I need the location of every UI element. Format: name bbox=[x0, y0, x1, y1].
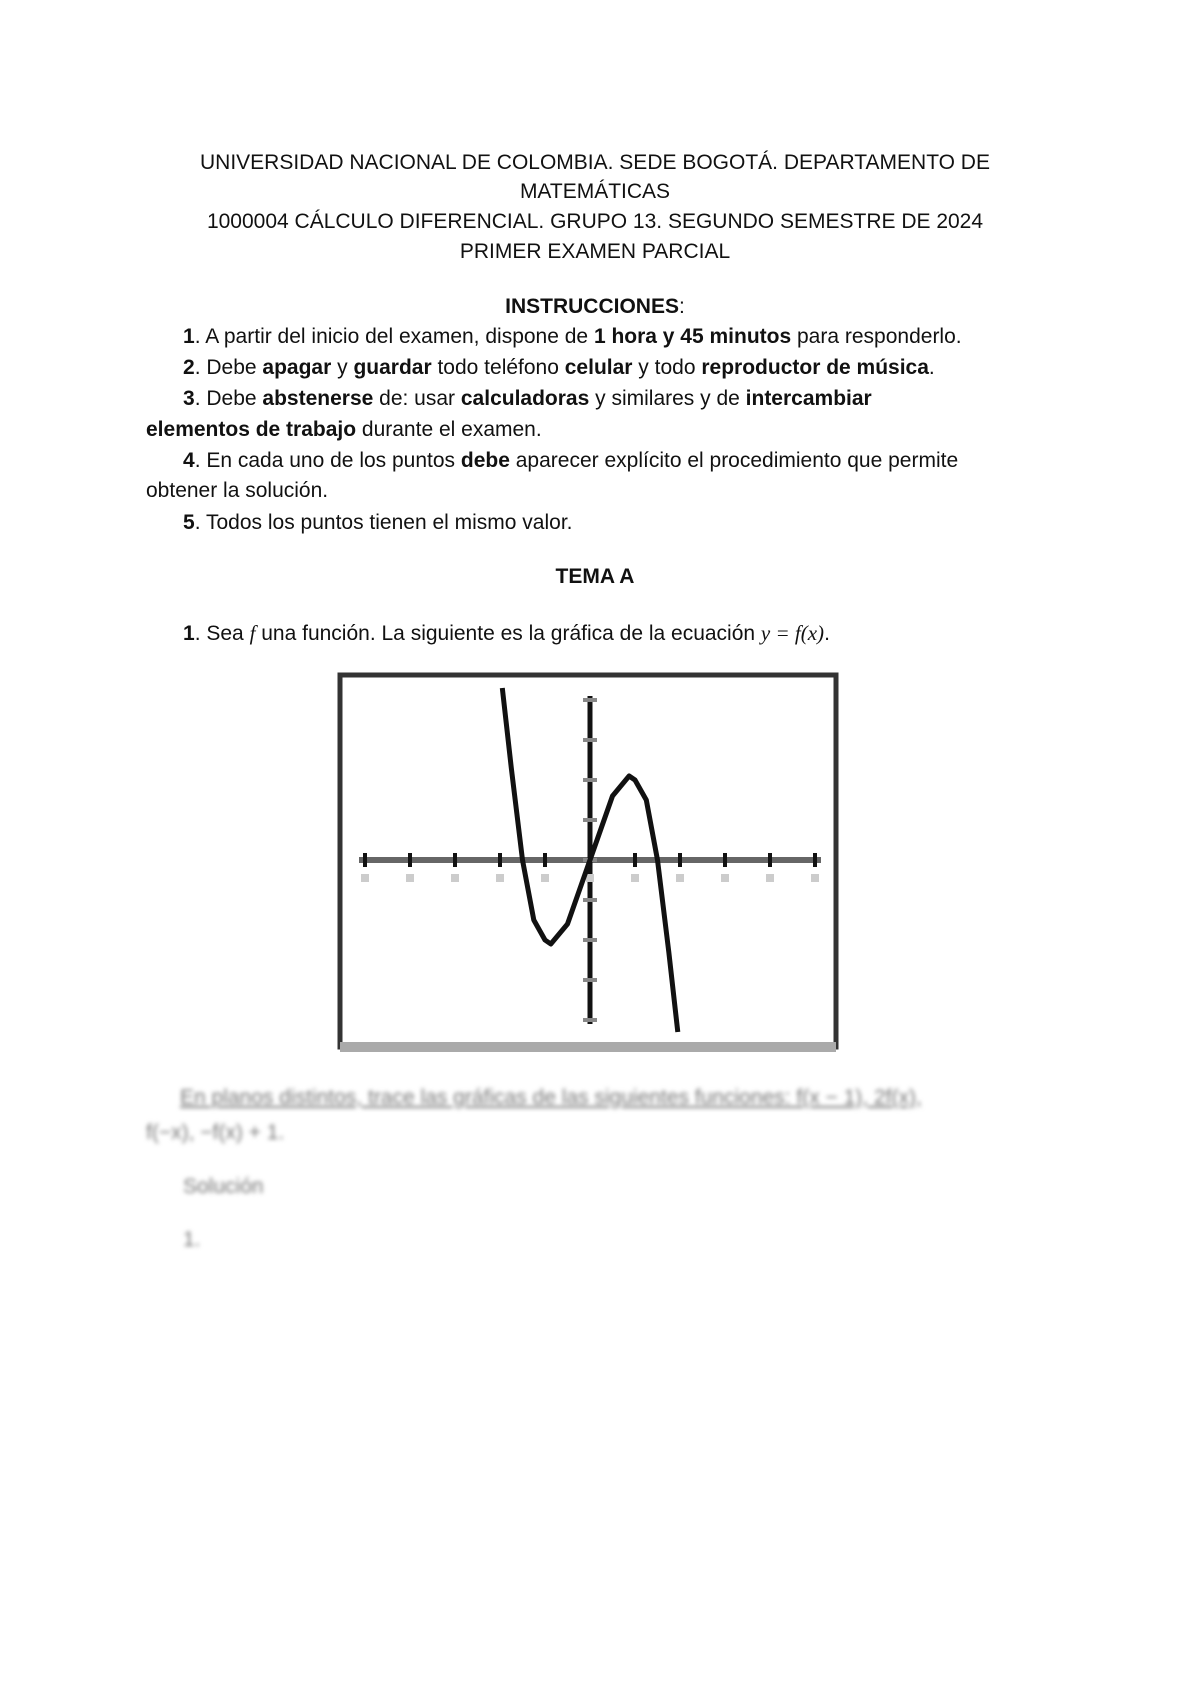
instructions-title: INSTRUCCIONES: bbox=[505, 295, 685, 318]
x-tick-label bbox=[451, 874, 459, 882]
instruction-2: 2. Debe apagar y guardar todo teléfono celular y todo reproductor de música. bbox=[183, 356, 935, 379]
instruction-1: 1. A partir del inicio del examen, dispone de 1 hora y 45 minutos para responderlo. bbox=[183, 325, 962, 348]
solution-label: Solución bbox=[183, 1175, 264, 1198]
x-tick-label bbox=[541, 874, 549, 882]
x-tick-label bbox=[631, 874, 639, 882]
x-tick-label bbox=[496, 874, 504, 882]
header-exam: PRIMER EXAMEN PARCIAL bbox=[459, 240, 731, 263]
header-department: MATEMÁTICAS bbox=[519, 180, 671, 203]
x-tick-label bbox=[361, 874, 369, 882]
instruction-4: 4. En cada uno de los puntos debe aparecer explícito el procedimiento que permite bbox=[183, 449, 959, 472]
problem-1: 1. Sea f una función. La siguiente es la gráfica de la ecuación y = f(x). bbox=[183, 621, 830, 645]
graph-bottom-bar bbox=[340, 1042, 836, 1052]
header-university: UNIVERSIDAD NACIONAL DE COLOMBIA. SEDE BOGOTÁ. DEPARTAMENTO DE bbox=[200, 151, 990, 174]
x-tick-label bbox=[721, 874, 729, 882]
instruction-4-cont: obtener la solución. bbox=[146, 479, 329, 502]
solution-item: 1. bbox=[183, 1228, 201, 1251]
instruction-5: 5. Todos los puntos tienen el mismo valor. bbox=[183, 511, 573, 534]
problem-statement-cont: f(−x), −f(x) + 1. bbox=[146, 1121, 285, 1144]
header-course: 1000004 CÁLCULO DIFERENCIAL. GRUPO 13. SEGUNDO SEMESTRE DE 2024 bbox=[206, 210, 984, 233]
tema-heading: TEMA A bbox=[555, 565, 635, 588]
x-tick-label bbox=[676, 874, 684, 882]
instruction-3-cont: elementos de trabajo durante el examen. bbox=[146, 418, 542, 441]
x-tick-label bbox=[406, 874, 414, 882]
x-tick-label bbox=[766, 874, 774, 882]
problem-statement: En planos distintos, trace las gráficas de las siguientes funciones: f(x − 1), 2f(x), bbox=[180, 1086, 922, 1109]
x-tick-label bbox=[811, 874, 819, 882]
instruction-3: 3. Debe abstenerse de: usar calculadoras y similares y de intercambiar bbox=[183, 387, 872, 410]
function-graph bbox=[336, 672, 864, 1058]
